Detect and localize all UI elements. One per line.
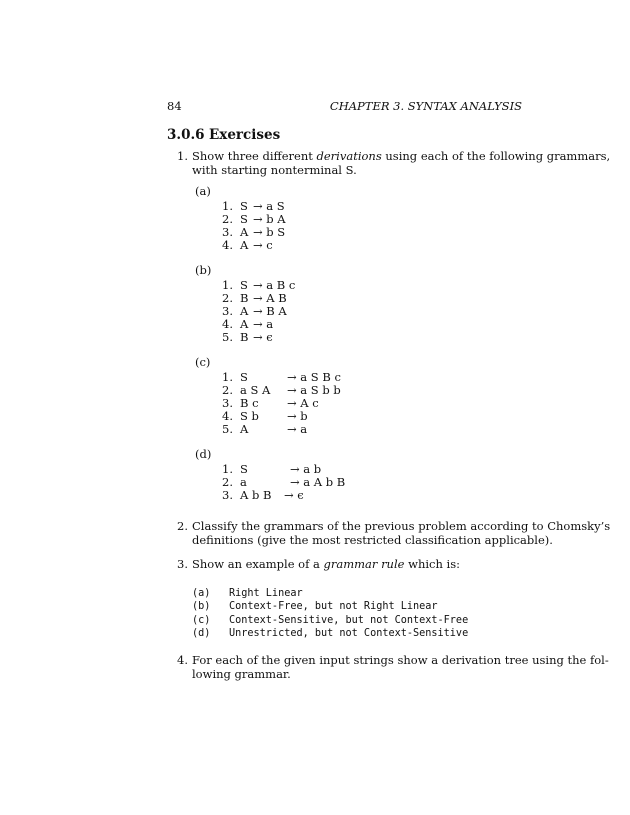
rule-number: 3. bbox=[222, 225, 233, 239]
exercise-2-line-1 bbox=[177, 519, 610, 534]
list-item-label: (a) bbox=[192, 588, 211, 599]
rule-rhs: → a B c bbox=[253, 278, 296, 292]
rule-rhs: → B A bbox=[253, 304, 287, 318]
rule-lhs: S bbox=[240, 199, 248, 213]
exercise-2-text: Classify the grammars of the previous problem according to Chomsky’s bbox=[192, 519, 611, 533]
exercise-3-number: 3. bbox=[177, 557, 188, 571]
list-item-text: Context-Free, but not Right Linear bbox=[229, 601, 438, 613]
rule-number: 2. bbox=[222, 383, 233, 397]
section-title: Exercises bbox=[209, 127, 281, 143]
list-item bbox=[192, 587, 468, 600]
rule-lhs: B c bbox=[240, 396, 259, 410]
rule-lhs: A bbox=[240, 238, 249, 252]
list-item-text: Unrestricted, but not Context-Sensitive bbox=[229, 627, 469, 639]
list-item bbox=[192, 600, 468, 613]
list-item-text: Context-Sensitive, but not Context-Free bbox=[229, 614, 469, 626]
rule-lhs: S bbox=[240, 370, 248, 384]
grammar-a-label: (a) bbox=[195, 184, 211, 198]
list-item-label: (c) bbox=[192, 614, 211, 626]
rule-number: 1. bbox=[222, 278, 233, 292]
rule-lhs: S bbox=[240, 278, 248, 292]
exercise-3-emphasis: grammar rule bbox=[323, 557, 405, 571]
rule-lhs: A b B bbox=[240, 488, 272, 502]
rule-number: 1. bbox=[222, 199, 233, 213]
exercise-1-text: Show three different bbox=[192, 149, 317, 163]
section-number: 3.0.6 bbox=[167, 127, 205, 143]
rule-rhs: → a A b B bbox=[290, 475, 346, 489]
rule-number: 4. bbox=[222, 317, 233, 331]
rule-rhs: → a bbox=[253, 317, 274, 331]
rule-rhs: → b A bbox=[253, 212, 286, 226]
exercise-3-text-end: which is: bbox=[404, 557, 460, 571]
rule-rhs: → A c bbox=[287, 396, 319, 410]
section-heading bbox=[167, 126, 280, 144]
exercise-4-line-2: lowing grammar. bbox=[192, 667, 291, 681]
grammar-d-label: (d) bbox=[195, 447, 212, 461]
rule-rhs: → a S b b bbox=[287, 383, 341, 397]
exercise-4-number: 4. bbox=[177, 653, 188, 667]
list-item-text: Right Linear bbox=[229, 588, 303, 599]
rule-rhs: → b bbox=[287, 409, 308, 423]
rule-lhs: S bbox=[240, 462, 248, 476]
rule-number: 3. bbox=[222, 396, 233, 410]
exercise-2-number: 2. bbox=[177, 519, 188, 533]
rule-lhs: A bbox=[240, 304, 249, 318]
rule-lhs: B bbox=[240, 330, 249, 344]
exercise-3-text: Show an example of a bbox=[192, 557, 324, 571]
rule-type-list bbox=[192, 587, 468, 640]
rule-number: 5. bbox=[222, 330, 233, 344]
rule-rhs: → ϵ bbox=[253, 330, 273, 344]
exercise-2-line-2: definitions (give the most restricted classification applicable). bbox=[192, 533, 553, 547]
rule-rhs: → b S bbox=[253, 225, 286, 239]
rule-rhs: → a b bbox=[290, 462, 322, 476]
rule-number: 2. bbox=[222, 475, 233, 489]
rule-number: 1. bbox=[222, 370, 233, 384]
rule-number: 5. bbox=[222, 422, 233, 436]
rule-lhs: a bbox=[240, 475, 247, 489]
exercise-3-line-1 bbox=[177, 557, 460, 572]
rule-number: 2. bbox=[222, 291, 233, 305]
rule-number: 3. bbox=[222, 488, 233, 502]
rule-lhs: B bbox=[240, 291, 249, 305]
exercise-1-line-1 bbox=[177, 149, 610, 164]
running-header bbox=[167, 98, 522, 114]
rule-lhs: A bbox=[240, 422, 249, 436]
rule-lhs: A bbox=[240, 317, 249, 331]
rule-lhs: S bbox=[240, 212, 248, 226]
rule-rhs: → c bbox=[253, 238, 273, 252]
exercise-1-text-end: using each of the following grammars, bbox=[381, 149, 611, 163]
rule-rhs: → a S bbox=[253, 199, 285, 213]
exercise-1-line-2: with starting nonterminal S. bbox=[192, 163, 357, 177]
rule-lhs: a S A bbox=[240, 383, 271, 397]
list-item bbox=[192, 614, 468, 627]
grammar-c-label: (c) bbox=[195, 355, 211, 369]
list-item bbox=[192, 627, 468, 640]
exercise-4-line-1 bbox=[177, 653, 609, 668]
rule-rhs: → a bbox=[287, 422, 308, 436]
rule-rhs: → a S B c bbox=[287, 370, 341, 384]
rule-lhs: A bbox=[240, 225, 249, 239]
grammar-b-label: (b) bbox=[195, 263, 212, 277]
rule-number: 4. bbox=[222, 409, 233, 423]
list-item-label: (d) bbox=[192, 627, 211, 639]
exercise-4-text: For each of the given input strings show a derivation tree using the fol- bbox=[192, 653, 609, 667]
rule-number: 3. bbox=[222, 304, 233, 318]
rule-rhs: → ϵ bbox=[284, 488, 304, 502]
rule-number: 1. bbox=[222, 462, 233, 476]
list-item-label: (b) bbox=[192, 601, 211, 613]
rule-rhs: → A B bbox=[253, 291, 287, 305]
rule-lhs: S b bbox=[240, 409, 259, 423]
exercise-1-number: 1. bbox=[177, 149, 188, 163]
exercise-1-emphasis: derivations bbox=[316, 149, 382, 163]
rule-number: 4. bbox=[222, 238, 233, 252]
chapter-title: CHAPTER 3. SYNTAX ANALYSIS bbox=[329, 99, 522, 113]
rule-number: 2. bbox=[222, 212, 233, 226]
page-number: 84 bbox=[167, 99, 182, 113]
